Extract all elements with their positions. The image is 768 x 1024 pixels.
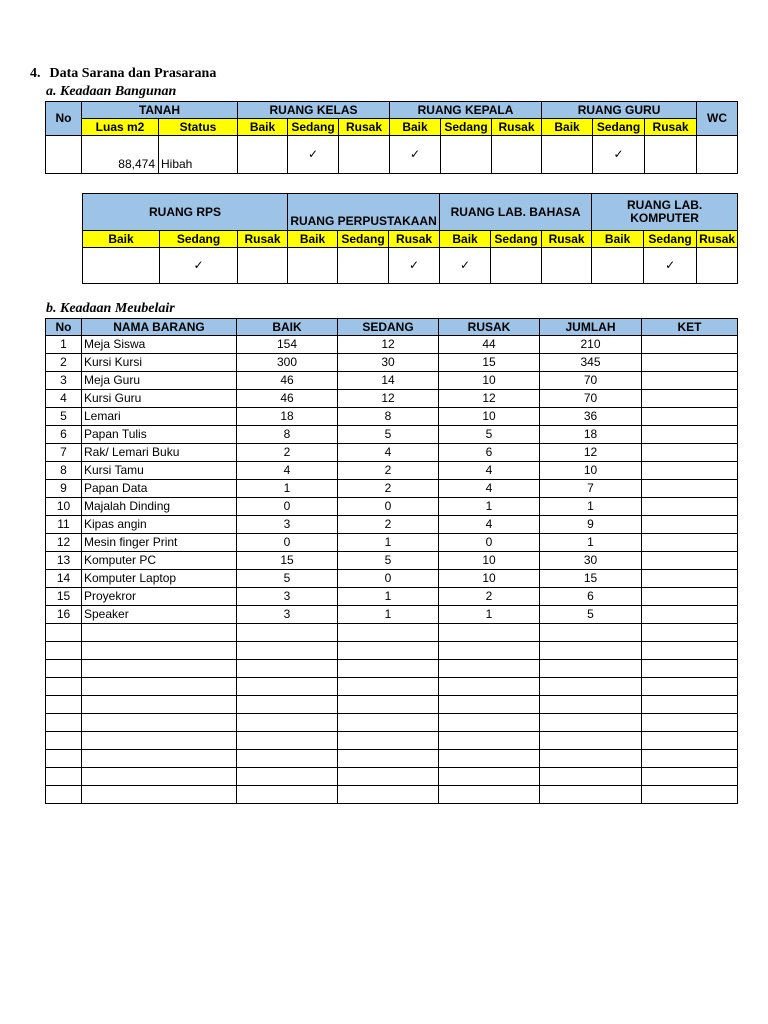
cell-empty (697, 248, 738, 284)
cell-empty (642, 642, 738, 660)
cell-no: 3 (46, 372, 82, 390)
cell-baik: 46 (237, 372, 338, 390)
table-row (46, 570, 738, 588)
cell-no: 16 (46, 606, 82, 624)
cell-baik: 154 (237, 336, 338, 354)
cell-empty (338, 696, 439, 714)
cell-empty (237, 696, 338, 714)
cell-empty (439, 624, 540, 642)
cell-empty (540, 642, 642, 660)
cell-empty (46, 768, 82, 786)
cell-sedang: 4 (338, 444, 439, 462)
cell-nama-barang: Mesin finger Print (82, 534, 237, 552)
cell-no: 4 (46, 390, 82, 408)
cell-empty (288, 248, 338, 284)
header-luas: Luas m2 (82, 119, 159, 136)
header-baik: Baik (238, 119, 288, 136)
cell-empty (642, 714, 738, 732)
cell-baik: 0 (237, 498, 338, 516)
cell-no: 11 (46, 516, 82, 534)
header-baik: Baik (440, 231, 491, 248)
cell-rusak: 0 (439, 534, 540, 552)
cell-empty (237, 786, 338, 804)
cell-empty (338, 750, 439, 768)
header-sedang: Sedang (491, 231, 542, 248)
cell-no: 2 (46, 354, 82, 372)
table-row (46, 642, 738, 660)
cell-ket (642, 606, 738, 624)
table-row (46, 732, 738, 750)
header-ruang-perpustakaan: RUANG PERPUSTAKAAN (288, 194, 440, 231)
cell-rusak: 10 (439, 570, 540, 588)
cell-no: 1 (46, 336, 82, 354)
table-row (46, 696, 738, 714)
cell-jumlah: 9 (540, 516, 642, 534)
cell-ket (642, 390, 738, 408)
section-number: 4. (30, 66, 41, 81)
cell-jumlah: 70 (540, 390, 642, 408)
cell-baik: 2 (237, 444, 338, 462)
header-baik: Baik (390, 119, 441, 136)
cell-empty (439, 732, 540, 750)
cell-sedang: 8 (338, 408, 439, 426)
header-sedang: Sedang (160, 231, 238, 248)
cell-jumlah: 7 (540, 480, 642, 498)
header-ruang-lab-bahasa: RUANG LAB. BAHASA (440, 194, 592, 231)
cell-empty (542, 136, 593, 174)
cell-baik: 3 (237, 606, 338, 624)
cell-nama-barang: Kipas angin (82, 516, 237, 534)
cell-empty (592, 248, 644, 284)
cell-ket (642, 534, 738, 552)
cell-rusak: 4 (439, 516, 540, 534)
cell-empty (338, 768, 439, 786)
cell-status-value: Hibah (159, 136, 238, 174)
header-ket: KET (642, 319, 738, 336)
table-row (46, 498, 738, 516)
cell-baik: 15 (237, 552, 338, 570)
cell-baik: 0 (237, 534, 338, 552)
cell-empty (642, 732, 738, 750)
cell-jumlah: 30 (540, 552, 642, 570)
cell-empty (46, 786, 82, 804)
table-row (46, 714, 738, 732)
cell-empty (642, 660, 738, 678)
cell-empty (82, 732, 237, 750)
cell-nama-barang: Papan Data (82, 480, 237, 498)
cell-no: 10 (46, 498, 82, 516)
cell-no: 8 (46, 462, 82, 480)
cell-empty (46, 136, 82, 174)
cell-empty (237, 660, 338, 678)
cell-empty (540, 768, 642, 786)
cell-baik: 300 (237, 354, 338, 372)
cell-empty (642, 696, 738, 714)
cell-empty (645, 136, 697, 174)
cell-no: 12 (46, 534, 82, 552)
cell-rusak: 1 (439, 498, 540, 516)
cell-empty (439, 714, 540, 732)
cell-no: 6 (46, 426, 82, 444)
header-rusak: Rusak (492, 119, 542, 136)
cell-empty (542, 248, 592, 284)
cell-no: 5 (46, 408, 82, 426)
cell-ket (642, 552, 738, 570)
cell-rusak: 1 (439, 606, 540, 624)
cell-empty (82, 696, 237, 714)
cell-empty (492, 136, 542, 174)
cell-jumlah: 1 (540, 498, 642, 516)
cell-jumlah: 5 (540, 606, 642, 624)
cell-empty (237, 750, 338, 768)
table-row (46, 336, 738, 354)
header-baik: BAIK (237, 319, 338, 336)
cell-empty (540, 678, 642, 696)
header-rusak: Rusak (697, 231, 738, 248)
cell-empty (46, 714, 82, 732)
cell-empty (237, 624, 338, 642)
cell-empty (642, 750, 738, 768)
cell-empty (238, 248, 288, 284)
cell-jumlah: 15 (540, 570, 642, 588)
cell-rusak: 6 (439, 444, 540, 462)
cell-empty (237, 642, 338, 660)
cell-empty (439, 750, 540, 768)
table-row (46, 426, 738, 444)
header-baik: Baik (542, 119, 593, 136)
cell-empty (540, 714, 642, 732)
cell-sedang: 5 (338, 426, 439, 444)
cell-jumlah: 10 (540, 462, 642, 480)
table-row (46, 624, 738, 642)
header-rusak: Rusak (389, 231, 440, 248)
cell-empty (82, 624, 237, 642)
cell-jumlah: 18 (540, 426, 642, 444)
cell-baik: 3 (237, 516, 338, 534)
cell-ket (642, 372, 738, 390)
cell-jumlah: 70 (540, 372, 642, 390)
cell-empty (46, 750, 82, 768)
header-rusak: RUSAK (439, 319, 540, 336)
cell-empty (439, 768, 540, 786)
table-row (46, 390, 738, 408)
check-icon: ✓ (593, 136, 645, 174)
cell-no: 15 (46, 588, 82, 606)
cell-nama-barang: Komputer Laptop (82, 570, 237, 588)
cell-jumlah: 12 (540, 444, 642, 462)
header-no: No (46, 319, 82, 336)
meubelair-table (45, 318, 738, 804)
cell-empty (339, 136, 390, 174)
cell-empty (642, 786, 738, 804)
cell-sedang: 2 (338, 480, 439, 498)
cell-baik: 18 (237, 408, 338, 426)
heading-keadaan-bangunan: a. Keadaan Bangunan (46, 84, 177, 99)
cell-empty (338, 660, 439, 678)
table-row (46, 444, 738, 462)
cell-empty (540, 750, 642, 768)
cell-ket (642, 480, 738, 498)
cell-ket (642, 498, 738, 516)
header-sedang: SEDANG (338, 319, 439, 336)
header-wc: WC (697, 102, 738, 136)
cell-ket (642, 444, 738, 462)
cell-empty (46, 732, 82, 750)
cell-empty (439, 678, 540, 696)
cell-sedang: 14 (338, 372, 439, 390)
header-baik: Baik (288, 231, 338, 248)
cell-sedang: 2 (338, 462, 439, 480)
header-rusak: Rusak (645, 119, 697, 136)
header-nama-barang: NAMA BARANG (82, 319, 237, 336)
cell-nama-barang: Speaker (82, 606, 237, 624)
section-title (30, 66, 216, 82)
header-sedang: Sedang (593, 119, 645, 136)
cell-ket (642, 588, 738, 606)
cell-no: 13 (46, 552, 82, 570)
cell-jumlah: 1 (540, 534, 642, 552)
cell-empty (697, 136, 738, 174)
cell-rusak: 12 (439, 390, 540, 408)
table-row (46, 750, 738, 768)
cell-empty (237, 678, 338, 696)
header-ruang-rps: RUANG RPS (83, 194, 288, 231)
cell-sedang: 0 (338, 570, 439, 588)
cell-ket (642, 408, 738, 426)
cell-jumlah: 36 (540, 408, 642, 426)
cell-empty (338, 624, 439, 642)
table-row (46, 534, 738, 552)
cell-empty (237, 732, 338, 750)
check-icon: ✓ (390, 136, 441, 174)
cell-sedang: 2 (338, 516, 439, 534)
table-row (46, 606, 738, 624)
check-icon: ✓ (389, 248, 440, 284)
cell-baik: 1 (237, 480, 338, 498)
header-ruang-kelas: RUANG KELAS (238, 102, 390, 119)
cell-ket (642, 336, 738, 354)
cell-nama-barang: Komputer PC (82, 552, 237, 570)
cell-empty (46, 660, 82, 678)
cell-empty (338, 786, 439, 804)
bangunan-table-2 (82, 193, 738, 284)
header-ruang-guru: RUANG GURU (542, 102, 697, 119)
cell-jumlah: 210 (540, 336, 642, 354)
cell-empty (439, 660, 540, 678)
header-sedang: Sedang (441, 119, 492, 136)
cell-baik: 5 (237, 570, 338, 588)
table-row (46, 588, 738, 606)
cell-rusak: 4 (439, 462, 540, 480)
cell-empty (338, 642, 439, 660)
cell-empty (439, 786, 540, 804)
section-title-text: Data Sarana dan Prasarana (49, 66, 217, 81)
cell-jumlah: 6 (540, 588, 642, 606)
cell-empty (237, 768, 338, 786)
cell-nama-barang: Kursi Kursi (82, 354, 237, 372)
cell-empty (540, 786, 642, 804)
table-row (46, 462, 738, 480)
cell-ket (642, 516, 738, 534)
header-ruang-kepala: RUANG KEPALA (390, 102, 542, 119)
header-no: No (46, 102, 82, 136)
cell-rusak: 2 (439, 588, 540, 606)
cell-sedang: 1 (338, 606, 439, 624)
cell-rusak: 15 (439, 354, 540, 372)
cell-empty (540, 660, 642, 678)
table-row (46, 552, 738, 570)
cell-empty (82, 768, 237, 786)
cell-sedang: 30 (338, 354, 439, 372)
check-icon: ✓ (644, 248, 697, 284)
cell-empty (82, 714, 237, 732)
cell-sedang: 1 (338, 588, 439, 606)
table-row (46, 660, 738, 678)
cell-empty (439, 696, 540, 714)
table-row (46, 372, 738, 390)
cell-sedang: 5 (338, 552, 439, 570)
cell-luas-value: 88,474 (82, 136, 159, 174)
bangunan-table-1 (45, 101, 738, 174)
cell-empty (82, 678, 237, 696)
header-baik: Baik (592, 231, 644, 248)
header-jumlah: JUMLAH (540, 319, 642, 336)
header-sedang: Sedang (644, 231, 697, 248)
cell-empty (83, 248, 160, 284)
cell-nama-barang: Meja Siswa (82, 336, 237, 354)
cell-baik: 4 (237, 462, 338, 480)
table-row (46, 516, 738, 534)
cell-nama-barang: Majalah Dinding (82, 498, 237, 516)
header-rusak: Rusak (542, 231, 592, 248)
check-icon: ✓ (440, 248, 491, 284)
cell-empty (82, 750, 237, 768)
cell-empty (540, 696, 642, 714)
cell-empty (237, 714, 338, 732)
cell-sedang: 12 (338, 390, 439, 408)
cell-rusak: 5 (439, 426, 540, 444)
cell-empty (441, 136, 492, 174)
cell-no: 9 (46, 480, 82, 498)
cell-empty (238, 136, 288, 174)
cell-nama-barang: Rak/ Lemari Buku (82, 444, 237, 462)
cell-rusak: 10 (439, 408, 540, 426)
cell-ket (642, 426, 738, 444)
cell-nama-barang: Proyekror (82, 588, 237, 606)
cell-empty (642, 624, 738, 642)
cell-empty (491, 248, 542, 284)
check-icon: ✓ (288, 136, 339, 174)
cell-empty (540, 624, 642, 642)
header-ruang-lab-komputer: RUANG LAB. KOMPUTER (592, 194, 738, 231)
header-baik: Baik (83, 231, 160, 248)
cell-empty (540, 732, 642, 750)
cell-jumlah: 345 (540, 354, 642, 372)
header-rusak: Rusak (339, 119, 390, 136)
cell-rusak: 4 (439, 480, 540, 498)
cell-empty (46, 696, 82, 714)
cell-rusak: 10 (439, 552, 540, 570)
cell-no: 14 (46, 570, 82, 588)
cell-empty (82, 786, 237, 804)
cell-empty (338, 714, 439, 732)
cell-empty (338, 248, 389, 284)
cell-ket (642, 354, 738, 372)
cell-empty (82, 660, 237, 678)
cell-baik: 3 (237, 588, 338, 606)
cell-nama-barang: Papan Tulis (82, 426, 237, 444)
cell-empty (338, 732, 439, 750)
cell-baik: 46 (237, 390, 338, 408)
table-row (46, 354, 738, 372)
table-row (46, 786, 738, 804)
table-row (46, 480, 738, 498)
cell-empty (439, 642, 540, 660)
cell-empty (46, 624, 82, 642)
header-tanah: TANAH (82, 102, 238, 119)
header-sedang: Sedang (338, 231, 389, 248)
cell-empty (82, 642, 237, 660)
table-row (46, 408, 738, 426)
cell-empty (642, 678, 738, 696)
header-status: Status (159, 119, 238, 136)
header-rusak: Rusak (238, 231, 288, 248)
cell-ket (642, 570, 738, 588)
cell-nama-barang: Kursi Tamu (82, 462, 237, 480)
table-row (46, 768, 738, 786)
cell-nama-barang: Kursi Guru (82, 390, 237, 408)
cell-sedang: 0 (338, 498, 439, 516)
cell-empty (46, 642, 82, 660)
cell-ket (642, 462, 738, 480)
cell-empty (338, 678, 439, 696)
cell-empty (46, 678, 82, 696)
cell-no: 7 (46, 444, 82, 462)
cell-empty (642, 768, 738, 786)
table-row (46, 678, 738, 696)
cell-sedang: 1 (338, 534, 439, 552)
heading-keadaan-meubelair: b. Keadaan Meubelair (46, 301, 175, 316)
cell-nama-barang: Lemari (82, 408, 237, 426)
cell-nama-barang: Meja Guru (82, 372, 237, 390)
cell-rusak: 44 (439, 336, 540, 354)
cell-rusak: 10 (439, 372, 540, 390)
cell-baik: 8 (237, 426, 338, 444)
check-icon: ✓ (160, 248, 238, 284)
header-sedang: Sedang (288, 119, 339, 136)
cell-sedang: 12 (338, 336, 439, 354)
